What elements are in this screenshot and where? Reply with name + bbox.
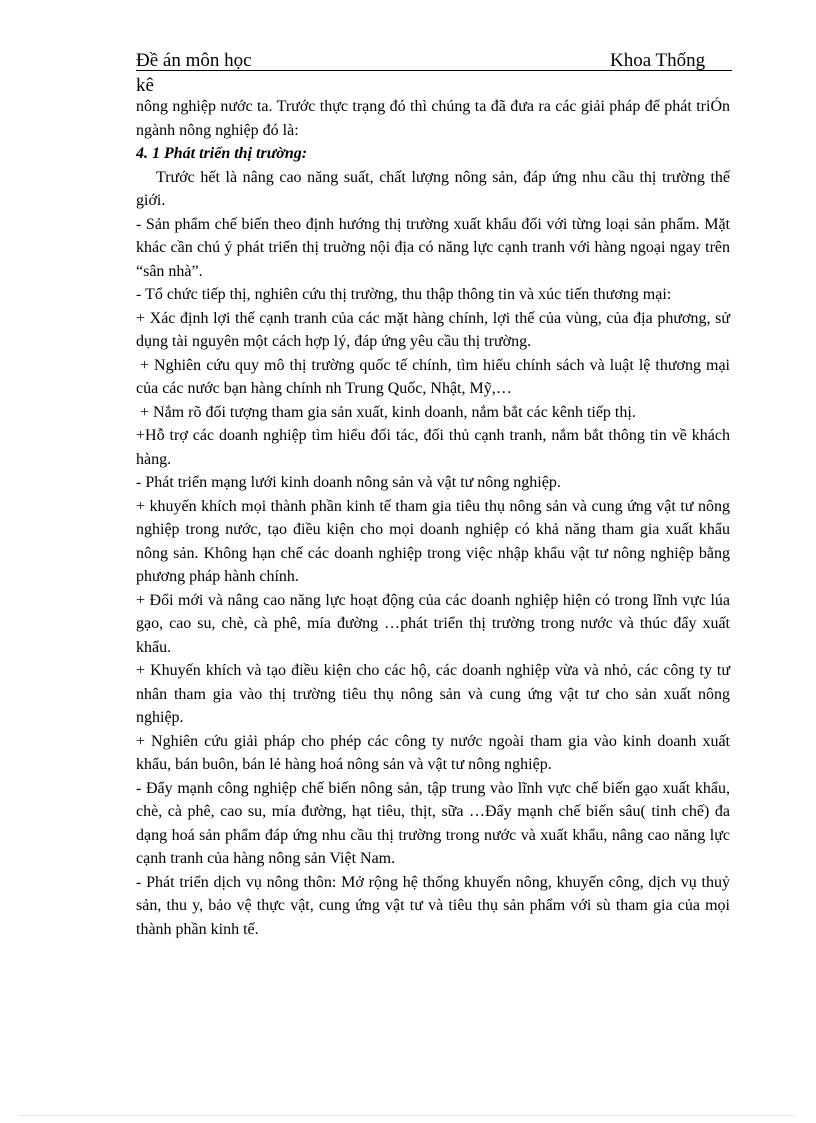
paragraph: + Đổi mới và nâng cao năng lực hoạt động của các doanh nghiệp hiện có trong lĩnh vực lúa gạo, cao su, chè, cà phê, mía đường …phát triển thị trường trong nước và thúc đẩy xuất khẩu. <box>136 591 730 656</box>
paragraph: - Phát triển dịch vụ nông thôn: Mở rộng hệ thống khuyến nông, khuyến công, dịch vụ thuỷ sản, thu y, bảo vệ thực vật, cung ứng vật tư và tiêu thụ sản phẩm với sù tham gia của mọi thành phần kinh tế. <box>136 873 730 938</box>
paragraph: - Tổ chức tiếp thị, nghiên cứu thị trường, thu thập thông tin và xúc tiến thương mại: <box>136 286 672 303</box>
page-bottom-border <box>20 1115 796 1116</box>
paragraph: + khuyến khích mọi thành phần kinh tế tham gia tiêu thụ nông sản và cung ứng vật tư nông nghiệp trong nước, tạo điều kiện cho mọi doanh nghiệp có khả năng tham gia xuất khẩu nông sản. Không hạn chế các doanh nghiệp trong việc nhập khẩu vật tư nông nghiệp bằng phương pháp hành chính. <box>136 497 730 585</box>
header-faculty: Khoa Thống <box>610 50 706 71</box>
paragraph: + Nghiên cứu giải pháp cho phép các công ty nước ngoài tham gia vào kinh doanh xuất khẩu, bán buôn, bán lẻ hàng hoá nông sản và vật tư nông nghiệp. <box>136 732 730 773</box>
paragraph: + Khuyến khích và tạo điều kiện cho các hộ, các doanh nghiệp vừa và nhỏ, các công ty tư nhân tham gia vào thị trường tiêu thụ nông sản và cung ứng vật tư cho sản xuất nông nghiệp. <box>136 662 730 726</box>
page-header <box>136 50 732 72</box>
paragraph: - Sản phẩm chế biến theo định hướng thị trường xuất khẩu đối với từng loại sản phẩm. Mặt khác cần chú ý phát triển thị truờng nội địa có năng lực cạnh tranh với hàng ngoại ngay trên “sân nhà”. <box>136 215 730 280</box>
paragraph: +Hỗ trợ các doanh nghiệp tìm hiểu đối tác, đối thủ cạnh tranh, nắm bắt thông tin về khách hàng. <box>136 427 730 468</box>
header-course-title: Đề án môn học <box>136 50 252 71</box>
paragraph: + Xác định lợi thế cạnh tranh của các mặt hàng chính, lợi thế của vùng, của địa phương, sử dụng tài nguyên một cách hợp lý, đáp ứng yêu cầu thị trường. <box>136 309 730 350</box>
paragraph: Trước hết là nâng cao năng suất, chất lượng nông sản, đáp ứng nhu cầu thị trường thế giới. <box>136 168 730 209</box>
header-faculty-continuation: kê <box>136 75 154 96</box>
section-heading: 4. 1 Phát triển thị trường: <box>136 145 308 162</box>
paragraph-intro: nông nghiệp nước ta. Trước thực trạng đó thì chúng ta đã đưa ra các giải pháp để phát triÓn ngành nông nghiệp đó là: <box>136 98 730 139</box>
paragraph: - Phát triển mạng lưới kinh doanh nông sản và vật tư nông nghiệp. <box>136 474 561 491</box>
document-body <box>136 95 730 941</box>
paragraph: + Nghiên cứu quy mô thị trường quốc tế chính, tìm hiểu chính sách và luật lệ thương mại của các nước bạn hàng chính nh Trung Quốc, Nhật, Mỹ,… <box>136 356 730 397</box>
paragraph: + Nắm rõ đối tượng tham gia sản xuất, kinh doanh, nắm bắt các kênh tiếp thị. <box>140 403 636 421</box>
paragraph: - Đẩy mạnh công nghiệp chế biến nông sản, tập trung vào lĩnh vực chế biến gạo xuất khẩu, chè, cà phê, cao su, mía đường, hạt tiêu, thịt, sữa …Đẩy mạnh chế biến sâu( tinh chế) đa dạng hoá sản phẩm đáp ứng nhu cầu thị trường trong nước và xuất khẩu, nâng cao năng lực cạnh tranh của hàng nông sản Việt Nam. <box>136 779 730 867</box>
header-rule <box>136 70 732 71</box>
